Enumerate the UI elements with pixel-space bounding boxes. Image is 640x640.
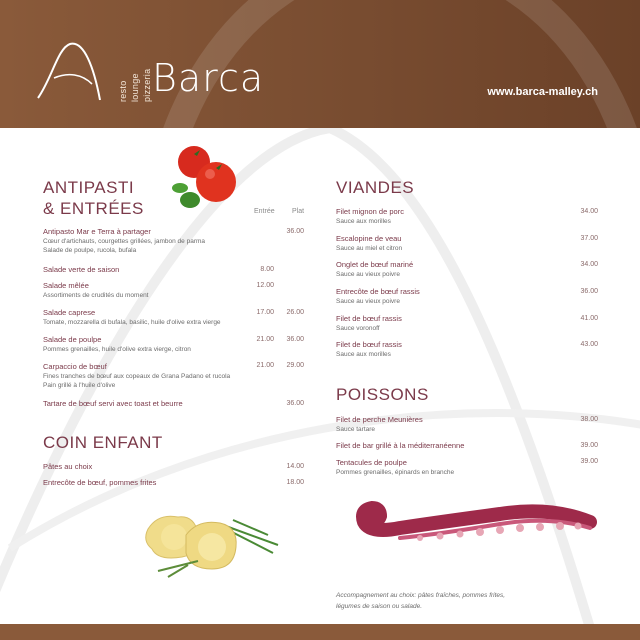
ravioli-image bbox=[138, 505, 288, 585]
note-line-2: légumes de saison ou salade. bbox=[336, 603, 423, 610]
col-plat-header: Plat bbox=[292, 208, 305, 215]
price-plat: 36.00 bbox=[286, 336, 304, 343]
price: 39.00 bbox=[580, 442, 598, 449]
poissons-title: POISSONS bbox=[336, 385, 429, 404]
menu-item: Onglet de bœuf mariné Sauce au vieux poivre bbox=[336, 260, 414, 278]
price: 38.00 bbox=[580, 416, 598, 423]
price-plat: 36.00 bbox=[286, 228, 304, 235]
barca-logo-icon bbox=[34, 38, 106, 110]
header-banner bbox=[0, 0, 640, 128]
menu-item: Entrecôte de bœuf rassis Sauce au vieux poivre bbox=[336, 287, 420, 305]
price: 39.00 bbox=[580, 458, 598, 465]
brand-name: Barca bbox=[152, 56, 265, 100]
price: 36.00 bbox=[580, 288, 598, 295]
price-plat: 14.00 bbox=[286, 463, 304, 470]
price-plat: 26.00 bbox=[286, 309, 304, 316]
website-link[interactable]: www.barca-malley.ch bbox=[487, 86, 598, 98]
side-dish-note bbox=[336, 590, 546, 612]
col-entree-header: Entrée bbox=[254, 208, 275, 215]
octopus-tentacle-image bbox=[350, 492, 600, 562]
tagline-pizzeria: pizzeria bbox=[142, 68, 152, 102]
menu-item: Filet de bœuf rassis Sauce voronoff bbox=[336, 314, 402, 332]
antipasti-title: ANTIPASTI bbox=[43, 178, 135, 197]
menu-item: Escalopine de veau Sauce au miel et citron bbox=[336, 234, 403, 252]
menu-item: Salade caprese Tomate, mozzarella di bufala, basilic, huile d'olive extra vierge bbox=[43, 308, 221, 326]
menu-item: Filet mignon de porc Sauce aux morilles bbox=[336, 207, 404, 225]
tomato-image bbox=[168, 142, 240, 216]
menu-item: Filet de perche Meunières Sauce tartare bbox=[336, 415, 423, 433]
menu-item: Filet de bar grillé à la méditerranéenne bbox=[336, 441, 465, 450]
note-line-1: Accompagnement au choix: pâtes fraîches, pommes frites, bbox=[336, 592, 506, 599]
menu-item: Antipasto Mar e Terra à partager Cœur d'artichauts, courgettes grillées, jambon de parma Salade de poulpe, rucola, bufala bbox=[43, 227, 206, 254]
viandes-title: VIANDES bbox=[336, 178, 415, 197]
menu-item: Pâtes au choix bbox=[43, 462, 93, 471]
menu-item: Salade mêlée Assortiments de crudités du moment bbox=[43, 281, 149, 299]
price-entree: 17.00 bbox=[256, 309, 274, 316]
price: 34.00 bbox=[580, 208, 598, 215]
price-plat: 18.00 bbox=[286, 479, 304, 486]
price-plat: 36.00 bbox=[286, 400, 304, 407]
price: 37.00 bbox=[580, 235, 598, 242]
price: 41.00 bbox=[580, 315, 598, 322]
menu-item: Salade verte de saison bbox=[43, 265, 120, 274]
price-entree: 8.00 bbox=[260, 266, 274, 273]
menu-item: Tartare de bœuf servi avec toast et beurre bbox=[43, 399, 183, 408]
menu-item: Entrecôte de bœuf, pommes frites bbox=[43, 478, 157, 487]
price-plat: 29.00 bbox=[286, 362, 304, 369]
price-entree: 21.00 bbox=[256, 336, 274, 343]
tagline-resto: resto bbox=[118, 80, 128, 102]
menu-item: Salade de poulpe Pommes grenailles, huile d'olive extra vierge, citron bbox=[43, 335, 191, 353]
price-entree: 12.00 bbox=[256, 282, 274, 289]
menu-item: Tentacules de poulpe Pommes grenailles, épinards en branche bbox=[336, 458, 455, 476]
coin-enfant-title: COIN ENFANT bbox=[43, 433, 163, 452]
price: 34.00 bbox=[580, 261, 598, 268]
bottom-bar bbox=[0, 624, 640, 640]
price-entree: 21.00 bbox=[256, 362, 274, 369]
entrees-title: & ENTRÉES bbox=[43, 199, 144, 218]
menu-item: Carpaccio de bœuf Fines tranches de bœuf aux copeaux de Grana Padano et rucola Pain grillé à l'huile d'olive bbox=[43, 362, 231, 389]
price: 43.00 bbox=[580, 341, 598, 348]
menu-item: Filet de bœuf rassis Sauce aux morilles bbox=[336, 340, 402, 358]
tagline-lounge: lounge bbox=[130, 73, 140, 102]
